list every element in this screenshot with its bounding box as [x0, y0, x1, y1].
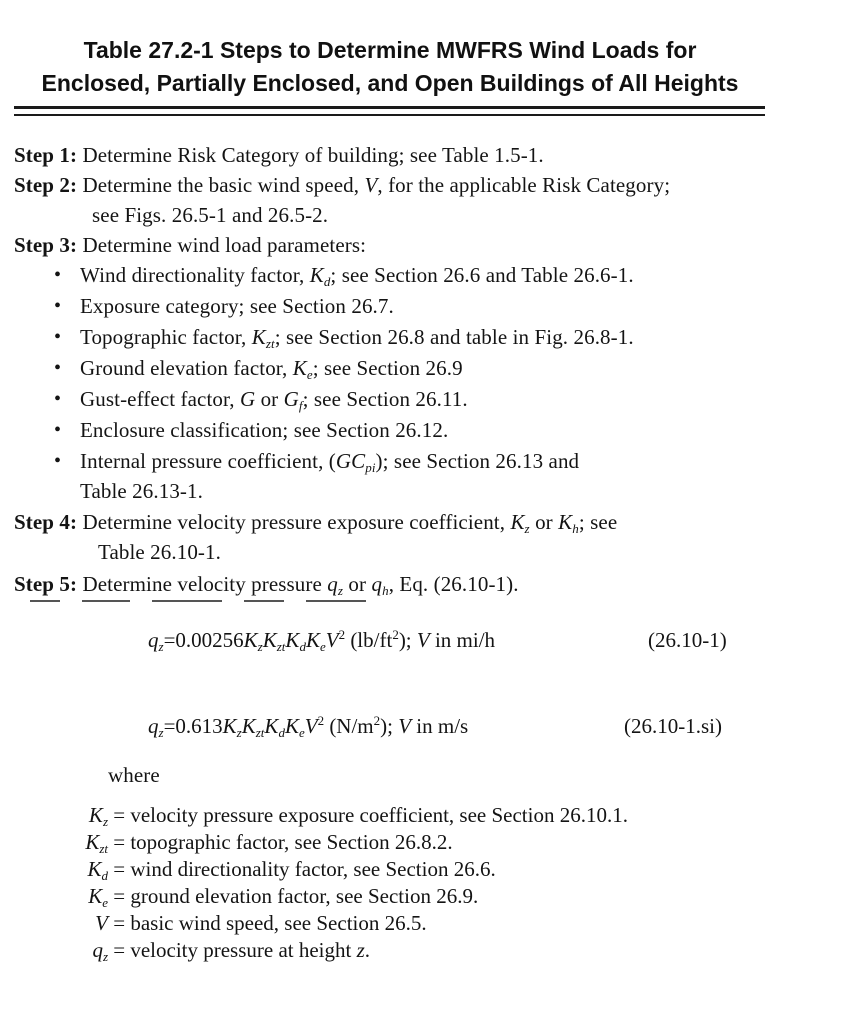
bullet-1-text-a: Wind directionality factor, — [80, 263, 310, 287]
bullet-1-sub: d — [323, 274, 331, 289]
bullet-1 — [80, 262, 634, 288]
bullet-7 — [80, 448, 579, 474]
step-1-label: Step 1: — [14, 143, 78, 167]
step-5-sub-2: h — [382, 583, 389, 598]
definition-qz — [58, 937, 370, 963]
equation-imperial-number: (26.10-1) — [648, 628, 727, 652]
bullet-5-text-b: ; see Section 26.11. — [302, 387, 468, 411]
step-4 — [14, 509, 617, 535]
bullet-dot: • — [54, 388, 62, 410]
eq1-v: V — [416, 628, 430, 652]
def-4-sub: e — [102, 895, 108, 910]
bullet-dot: • — [54, 326, 62, 348]
eq2-lhs-sub: z — [158, 725, 164, 740]
bullet-7-continuation: Table 26.13-1. — [80, 479, 203, 503]
eq1-lhs: q — [148, 628, 159, 652]
def-6-sub: z — [102, 949, 108, 964]
def-6-symbol: q — [92, 938, 103, 962]
step-4-or: or — [529, 510, 559, 534]
equation-si: $q_z=0.613K_zK_{zt}K_dK_eV^2$ $(N/m^2)$; V in m/s — [148, 713, 469, 740]
step-5-var-2: q — [371, 572, 383, 596]
step-3 — [14, 232, 366, 258]
step-2 — [14, 172, 670, 198]
bullet-4-sub: e — [306, 367, 313, 382]
def-6-text: = velocity pressure at height — [108, 938, 357, 962]
definition-ke — [58, 883, 478, 909]
step-5-var-1: q — [327, 572, 338, 596]
step-3-text: Determine wind load parameters: — [82, 233, 367, 257]
eq2-coefficient: =0.613 — [163, 714, 223, 738]
bullet-4-var: K — [292, 356, 307, 380]
def-5-text: = basic wind speed, see Section 26.5. — [108, 911, 427, 935]
eq2-v: V — [398, 714, 412, 738]
definition-kzt — [58, 829, 453, 855]
step-4-label: Step 4: — [14, 510, 78, 534]
step-4-text-b: ; see — [578, 510, 618, 534]
bullet-3-text-b: ; see Section 26.8 and table in Fig. 26.8-1. — [274, 325, 634, 349]
step-2-text-b: , for the applicable Risk Category; — [377, 173, 671, 197]
step-5-label: Step 5: — [14, 572, 78, 596]
step-3-label: Step 3: — [14, 233, 78, 257]
step-2-var: V — [364, 173, 378, 197]
bullet-5-var-2: G — [283, 387, 299, 411]
eq2-v-units: in m/s — [411, 714, 469, 738]
def-3-sub: d — [101, 868, 108, 883]
eq1-units-end: ); — [398, 628, 417, 652]
table-title-line-2: Enclosed, Partially Enclosed, and Open Buildings of All Heights — [41, 70, 739, 96]
def-3-text: = wind directionality factor, see Section 26.6. — [108, 857, 496, 881]
step-4-sub-1: z — [524, 521, 530, 536]
step-4-var-2: K — [558, 510, 573, 534]
step-4-continuation: Table 26.10-1. — [98, 540, 221, 564]
def-4-text: = ground elevation factor, see Section 26.9. — [108, 884, 479, 908]
eq1-lhs-sub: z — [158, 639, 164, 654]
def-1-text: = velocity pressure exposure coefficient, see Section 26.10.1. — [108, 803, 628, 827]
step-1-text: Determine Risk Category of building; see Table 1.5-1. — [82, 143, 544, 167]
bullet-5-sub: f — [298, 398, 303, 413]
equation-si-number: (26.10-1.si) — [624, 714, 722, 738]
step-2-label: Step 2: — [14, 173, 78, 197]
def-1-sub: z — [102, 814, 108, 829]
step-5-sub-1: z — [337, 583, 344, 598]
def-1-symbol: K — [88, 803, 103, 827]
table-title — [0, 34, 780, 100]
eq1-coefficient: =0.00256 — [163, 628, 244, 652]
bullet-6 — [80, 417, 448, 443]
step-2-text-a: Determine the basic wind speed, — [82, 173, 365, 197]
bullet-3-var: K — [251, 325, 266, 349]
bullet-7-var: GC — [335, 449, 366, 473]
step-2-continuation: see Figs. 26.5-1 and 26.5-2. — [92, 203, 329, 227]
def-4-symbol: K — [88, 884, 103, 908]
step-5-text-a: Determine velocity pressure — [82, 572, 328, 596]
step-4-text-a: Determine velocity pressure exposure coefficient, — [82, 510, 511, 534]
table-title-line-1: Table 27.2-1 Steps to Determine MWFRS Wind Loads for — [83, 37, 697, 63]
def-5-symbol: V — [95, 911, 108, 935]
def-6-tail: z — [356, 938, 365, 962]
bullet-dot: • — [54, 419, 62, 441]
equation-imperial: $q_z=0.00256K_zK_{zt}K_dK_eV^2$ $(lb/ft^2)$; V in mi/h — [148, 627, 496, 654]
def-2-symbol: K — [85, 830, 100, 854]
step-1 — [14, 142, 544, 168]
bullet-7-text-a: Internal pressure coefficient, ( — [80, 449, 336, 473]
definition-kd — [58, 856, 496, 882]
def-3-symbol: K — [87, 857, 102, 881]
eq2-lhs: q — [148, 714, 159, 738]
cropped-line-fragment — [30, 600, 450, 606]
eq2-units-pow: 2 — [373, 713, 381, 728]
bullet-5-text-a: Gust-effect factor, — [80, 387, 240, 411]
definition-v — [58, 910, 427, 936]
bullet-2 — [80, 293, 394, 319]
eq1-v-units: in mi/h — [429, 628, 496, 652]
bullet-4-text-a: Ground elevation factor, — [80, 356, 293, 380]
step-5 — [14, 571, 519, 597]
bullet-dot: • — [54, 357, 62, 379]
bullet-3 — [80, 324, 634, 350]
def-6-end: . — [364, 938, 371, 962]
bullet-5-var: G — [239, 387, 256, 411]
eq1-units-pow: 2 — [392, 627, 399, 642]
title-rule-thin — [14, 114, 765, 116]
bullet-3-sub: zt — [265, 336, 275, 351]
def-2-sub: zt — [99, 841, 108, 856]
bullet-1-var: K — [309, 263, 324, 287]
step-4-sub-2: h — [572, 521, 579, 536]
bullet-4 — [80, 355, 463, 381]
bullet-6-text: Enclosure classification; see Section 26.12. — [80, 418, 449, 442]
title-rule-thick — [14, 106, 765, 109]
bullet-dot: • — [54, 295, 62, 317]
step-5-or: or — [343, 572, 372, 596]
definition-kz — [58, 802, 628, 828]
bullet-dot: • — [54, 264, 62, 286]
bullet-2-text: Exposure category; see Section 26.7. — [80, 294, 394, 318]
def-2-text: = topographic factor, see Section 26.8.2. — [108, 830, 453, 854]
eq2-units: (N/m — [324, 714, 374, 738]
bullet-7-sub: pi — [365, 460, 376, 475]
bullet-dot: • — [54, 450, 62, 472]
bullet-7-text-b: ); see Section 26.13 and — [375, 449, 580, 473]
bullet-5 — [80, 386, 468, 412]
bullet-1-text-b: ; see Section 26.6 and Table 26.6-1. — [330, 263, 634, 287]
eq2-units-end: ); — [380, 714, 399, 738]
step-5-text-b: , Eq. (26.10-1). — [388, 572, 519, 596]
bullet-4-text-b: ; see Section 26.9 — [312, 356, 463, 380]
step-4-var-1: K — [510, 510, 525, 534]
eq1-units: (lb/ft — [345, 628, 393, 652]
bullet-3-text-a: Topographic factor, — [80, 325, 252, 349]
where-label: where — [108, 763, 160, 787]
bullet-5-or: or — [255, 387, 284, 411]
